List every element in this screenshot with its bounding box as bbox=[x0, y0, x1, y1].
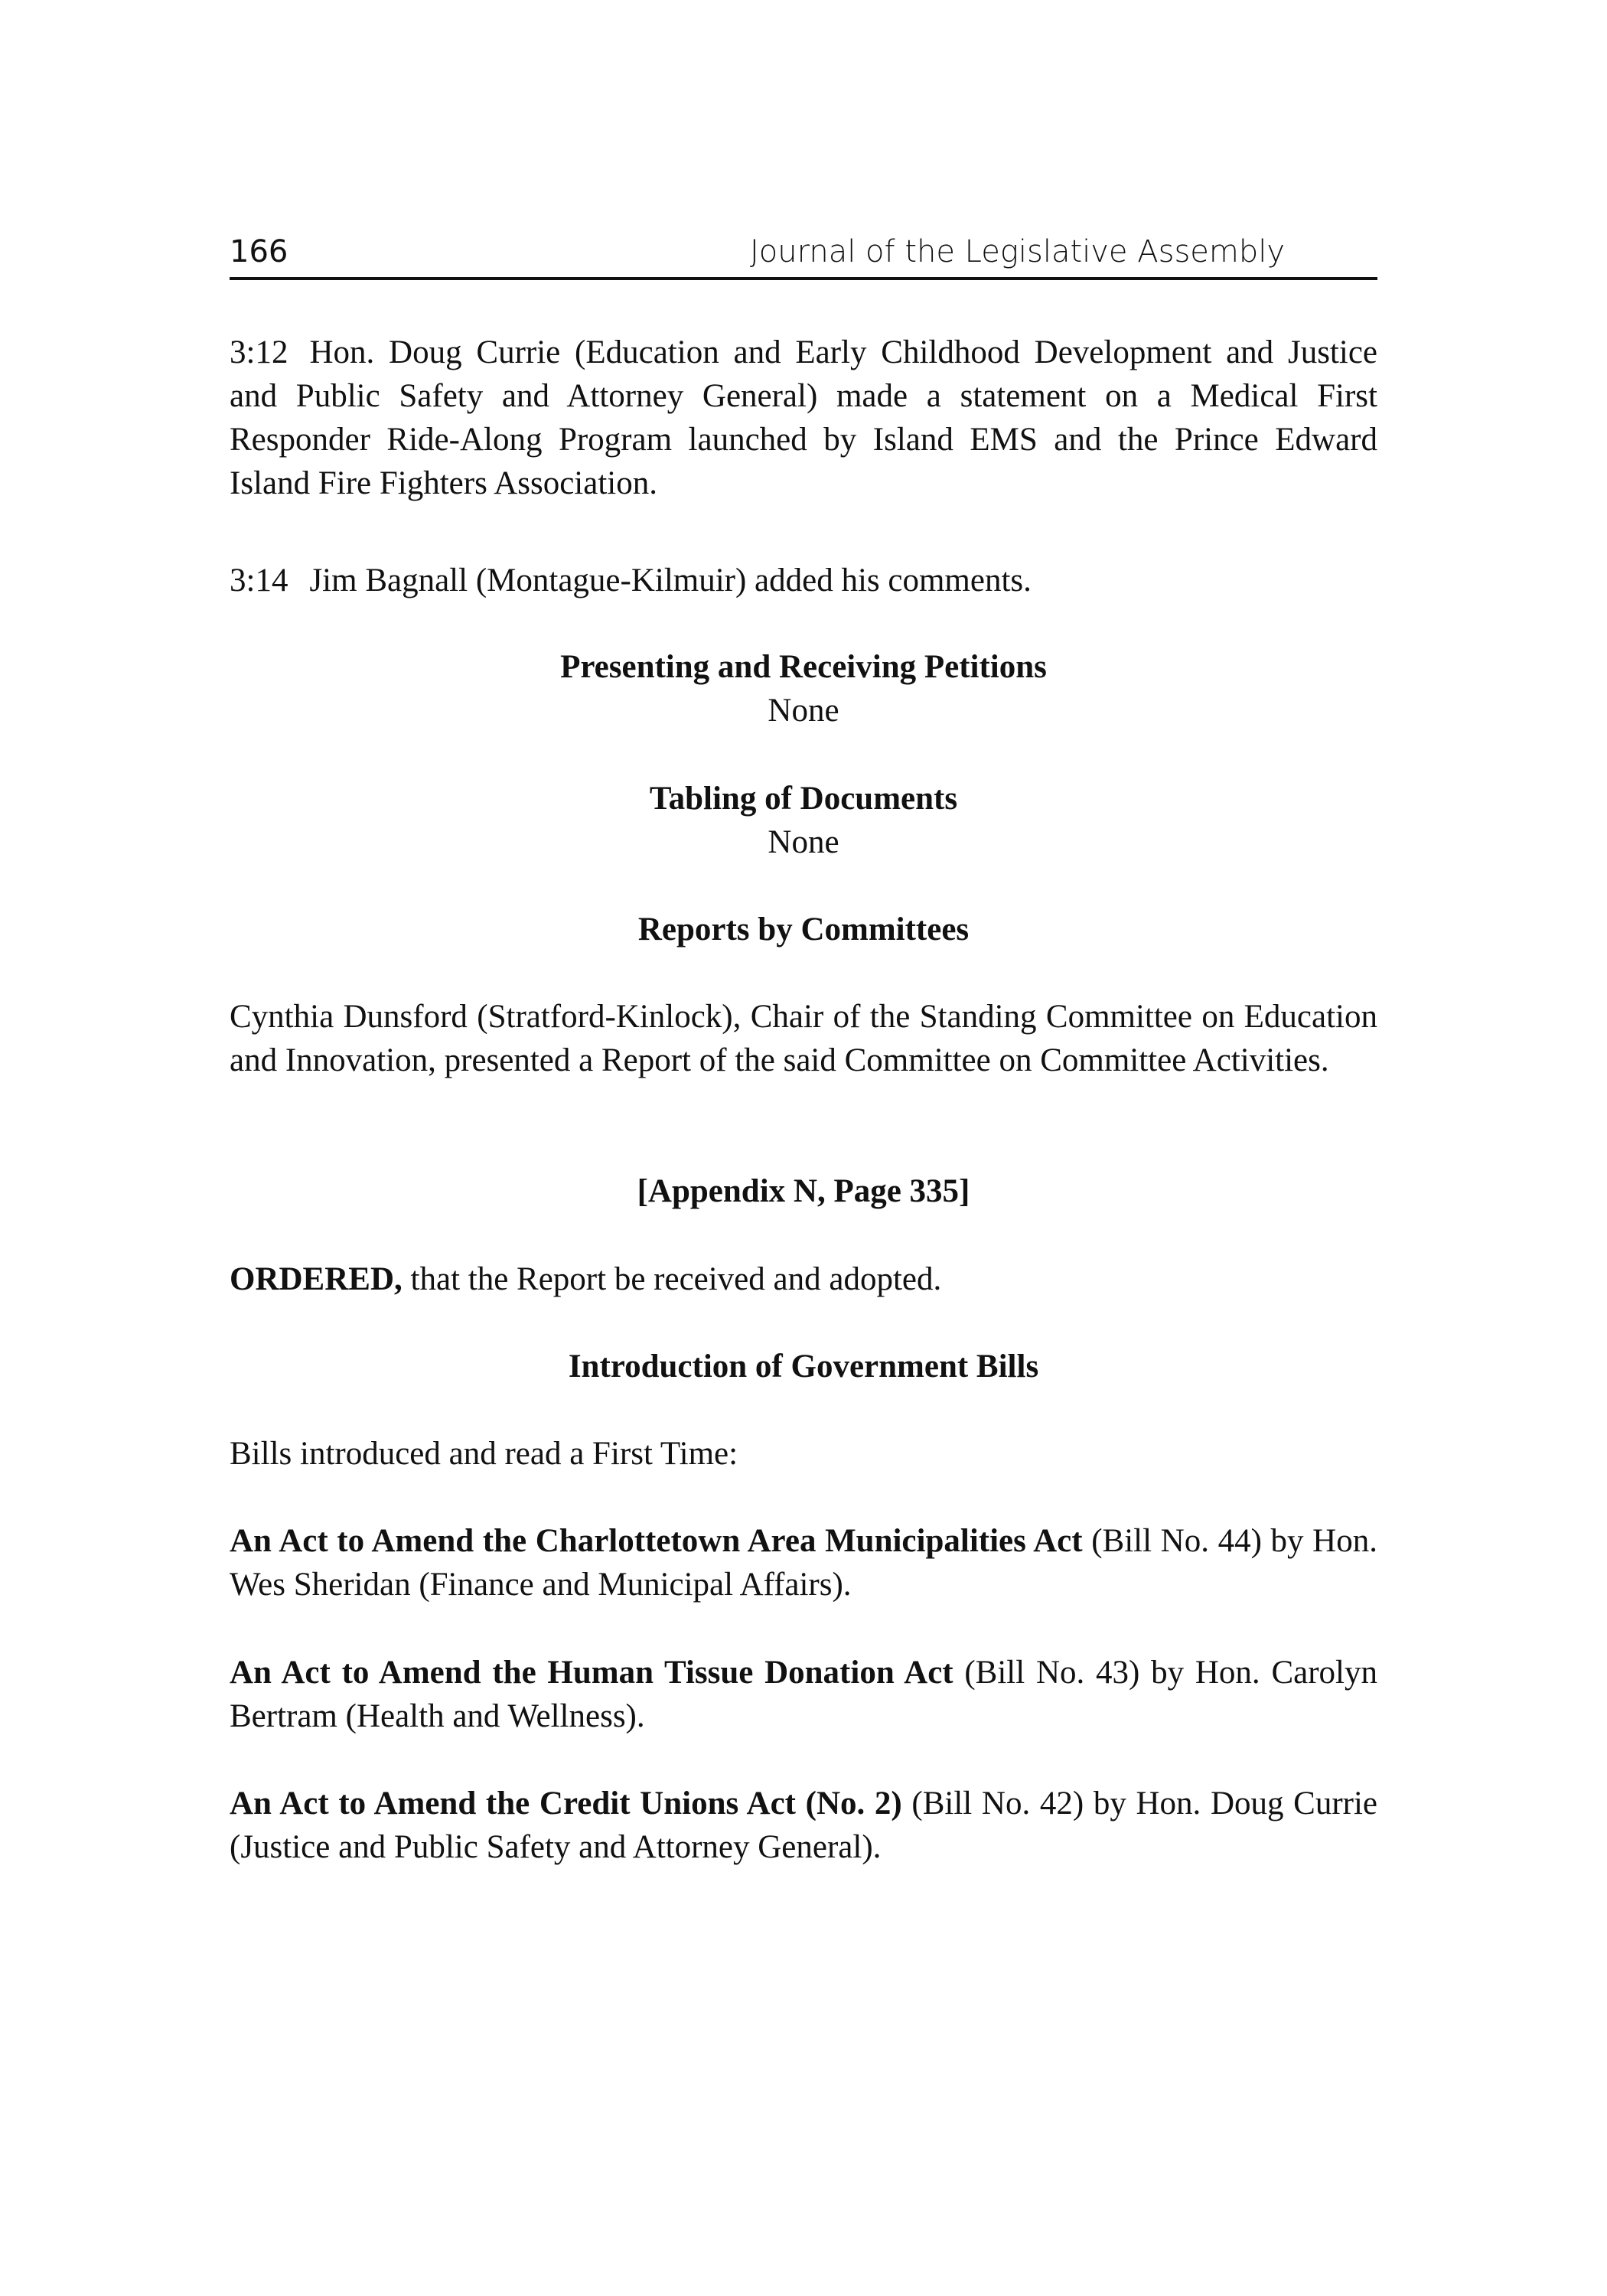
section-heading: Presenting and Receiving Petitions bbox=[560, 649, 1047, 685]
page-number: 166 bbox=[230, 234, 288, 269]
page-header bbox=[230, 230, 1377, 280]
tabling-section bbox=[230, 777, 1377, 864]
appendix-reference: [Appendix N, Page 335] bbox=[637, 1173, 970, 1209]
bill-details: (Bill No. 44) by Hon. Wes Sheridan (Finance and Municipal Affairs). bbox=[230, 1523, 1377, 1603]
government-bills-heading: Introduction of Government Bills bbox=[568, 1349, 1039, 1384]
bill-details: (Bill No. 42) by Hon. Doug Currie (Justice and Public Safety and Attorney General). bbox=[230, 1786, 1377, 1865]
bill-details: (Bill No. 43) by Hon. Carolyn Bertram (Health and Wellness). bbox=[230, 1655, 1377, 1734]
bill-entry bbox=[230, 1782, 1377, 1869]
entry-time: 3:12 bbox=[230, 334, 288, 370]
petitions-section bbox=[230, 645, 1377, 732]
committees-heading: Reports by Committees bbox=[637, 912, 970, 947]
entry-text: Jim Bagnall (Montague-Kilmuir) added his comments. bbox=[309, 563, 1032, 598]
bill-entry bbox=[230, 1519, 1377, 1606]
section-value: None bbox=[768, 693, 839, 729]
committee-report-text: Cynthia Dunsford (Stratford-Kinlock), Chair of the Standing Committee on Education and Innovation, presented a Report of the said Committee on Committee Activities. bbox=[230, 999, 1377, 1078]
bills-intro: Bills introduced and read a First Time: bbox=[230, 1436, 738, 1472]
ordered-label: ORDERED, bbox=[230, 1261, 403, 1297]
bill-title: An Act to Amend the Charlottetown Area Municipalities Act bbox=[230, 1523, 1083, 1559]
bill-title: An Act to Amend the Credit Unions Act (No. 2) bbox=[230, 1786, 902, 1821]
section-value: None bbox=[768, 824, 839, 860]
ordered-text: that the Report be received and adopted. bbox=[402, 1261, 942, 1297]
entry-comments bbox=[230, 559, 1377, 602]
bill-entry bbox=[230, 1651, 1377, 1738]
ordered-statement bbox=[230, 1257, 1377, 1301]
bill-title: An Act to Amend the Human Tissue Donation Act bbox=[230, 1655, 953, 1691]
entry-statement bbox=[230, 331, 1377, 505]
section-heading: Tabling of Documents bbox=[649, 781, 958, 817]
entry-text: Hon. Doug Currie (Education and Early Childhood Development and Justice and Public Safety and Attorney General) made a statement on a Medical First Responder Ride-Along Program launched by Island EMS and the Prince Edward Island Fire Fighters Association. bbox=[230, 334, 1377, 501]
entry-time: 3:14 bbox=[230, 563, 288, 598]
running-title: Journal of the Legislative Assembly bbox=[750, 234, 1286, 269]
